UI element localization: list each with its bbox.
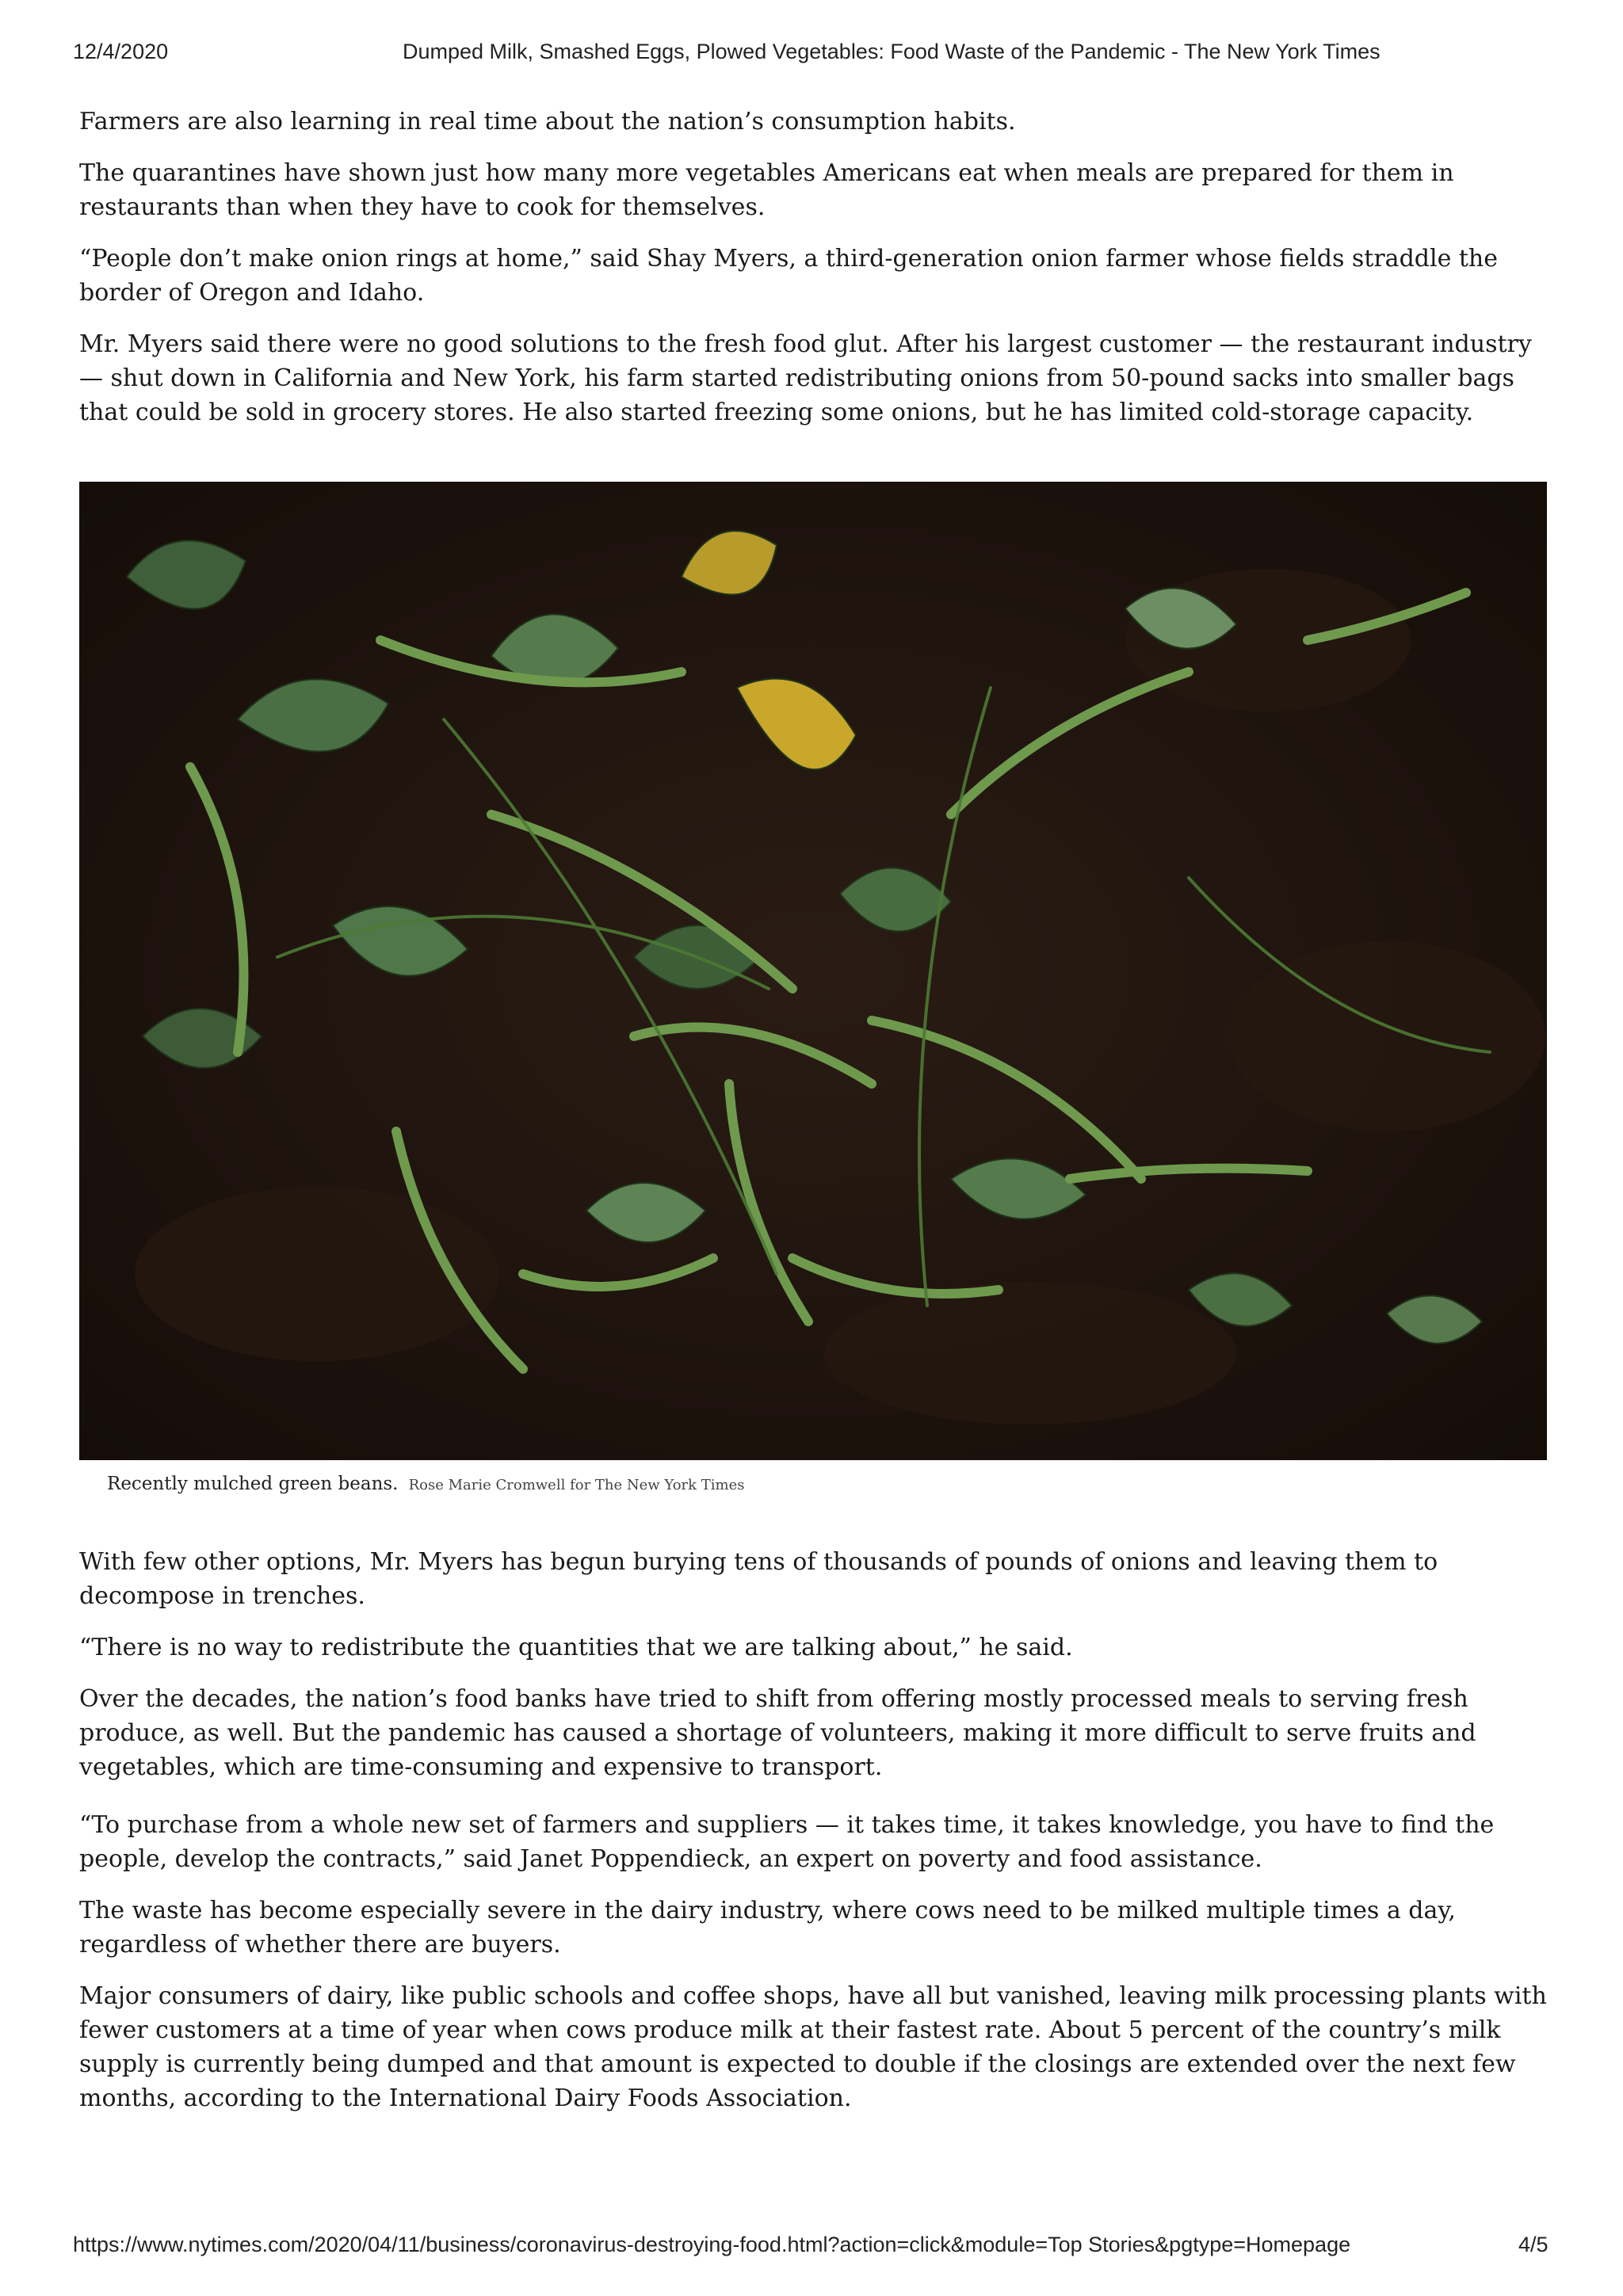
page-number: 4/5 <box>1518 2233 1549 2256</box>
caption-text: Recently mulched green beans. <box>107 1474 399 1494</box>
paragraph: Farmers are also learning in real time about the nation’s consumption habits. <box>79 108 1016 135</box>
paragraph: Major consumers of dairy, like public schools and coffee shops, have all but vanished, leaving milk processing plants with fewer customers at a time of year when cows produce milk at their fastest rate. About 5 percent of the country’s milk supply is currently being dumped and that amount is expected to double if the closings are extended over the next few months, according to the International Dairy Foods Association. <box>79 1982 1547 2112</box>
paragraph: “There is no way to redistribute the quantities that we are talking about,” he said. <box>79 1634 1073 1661</box>
paragraph: Mr. Myers said there were no good solutions to the fresh food glut. After his largest customer — the restaurant industry — shut down in California and New York, his farm started redistributing onions from 50-pound sacks into smaller bags that could be sold in grocery stores. He also started freezing some onions, but he has limited cold-storage capacity. <box>79 330 1532 426</box>
paragraph: The quarantines have shown just how many more vegetables Americans eat when meals are prepared for them in restaurants than when they have to cook for themselves. <box>79 159 1454 221</box>
paragraph: “To purchase from a whole new set of farmers and suppliers — it takes time, it takes knowledge, you have to find the people, develop the contracts,” said Janet Poppendieck, an expert on poverty and food assistance. <box>79 1811 1495 1873</box>
green-beans-photo <box>79 482 1547 1460</box>
footer-url: https://www.nytimes.com/2020/04/11/business/coronavirus-destroying-food.html?action=click&module=Top Stories&pgtype=Homepage <box>73 2233 1351 2256</box>
paragraph: The waste has become especially severe in the dairy industry, where cows need to be milked multiple times a day, regardless of whether there are buyers. <box>79 1897 1456 1958</box>
article-photo <box>79 482 1547 1460</box>
paragraph: Over the decades, the nation’s food banks have tried to shift from offering mostly processed meals to serving fresh produce, as well. But the pandemic has caused a shortage of volunteers, making it more difficult to serve fruits and vegetables, which are time-consuming and expensive to transport. <box>79 1685 1476 1781</box>
print-date: 12/4/2020 <box>73 40 169 63</box>
article-body-bottom <box>79 1545 1553 2133</box>
paragraph: With few other options, Mr. Myers has begun burying tens of thousands of pounds of onions and leaving them to decompose in trenches. <box>79 1548 1438 1610</box>
paragraph: “People don’t make onion rings at home,” said Shay Myers, a third-generation onion farmer whose fields straddle the border of Oregon and Idaho. <box>79 245 1498 307</box>
photo-caption <box>107 1474 745 1494</box>
article-body-top <box>79 105 1553 447</box>
page-title: Dumped Milk, Smashed Eggs, Plowed Vegetables: Food Waste of the Pandemic - The New York Times <box>403 40 1381 63</box>
photo-credit: Rose Marie Cromwell for The New York Times <box>408 1477 745 1493</box>
